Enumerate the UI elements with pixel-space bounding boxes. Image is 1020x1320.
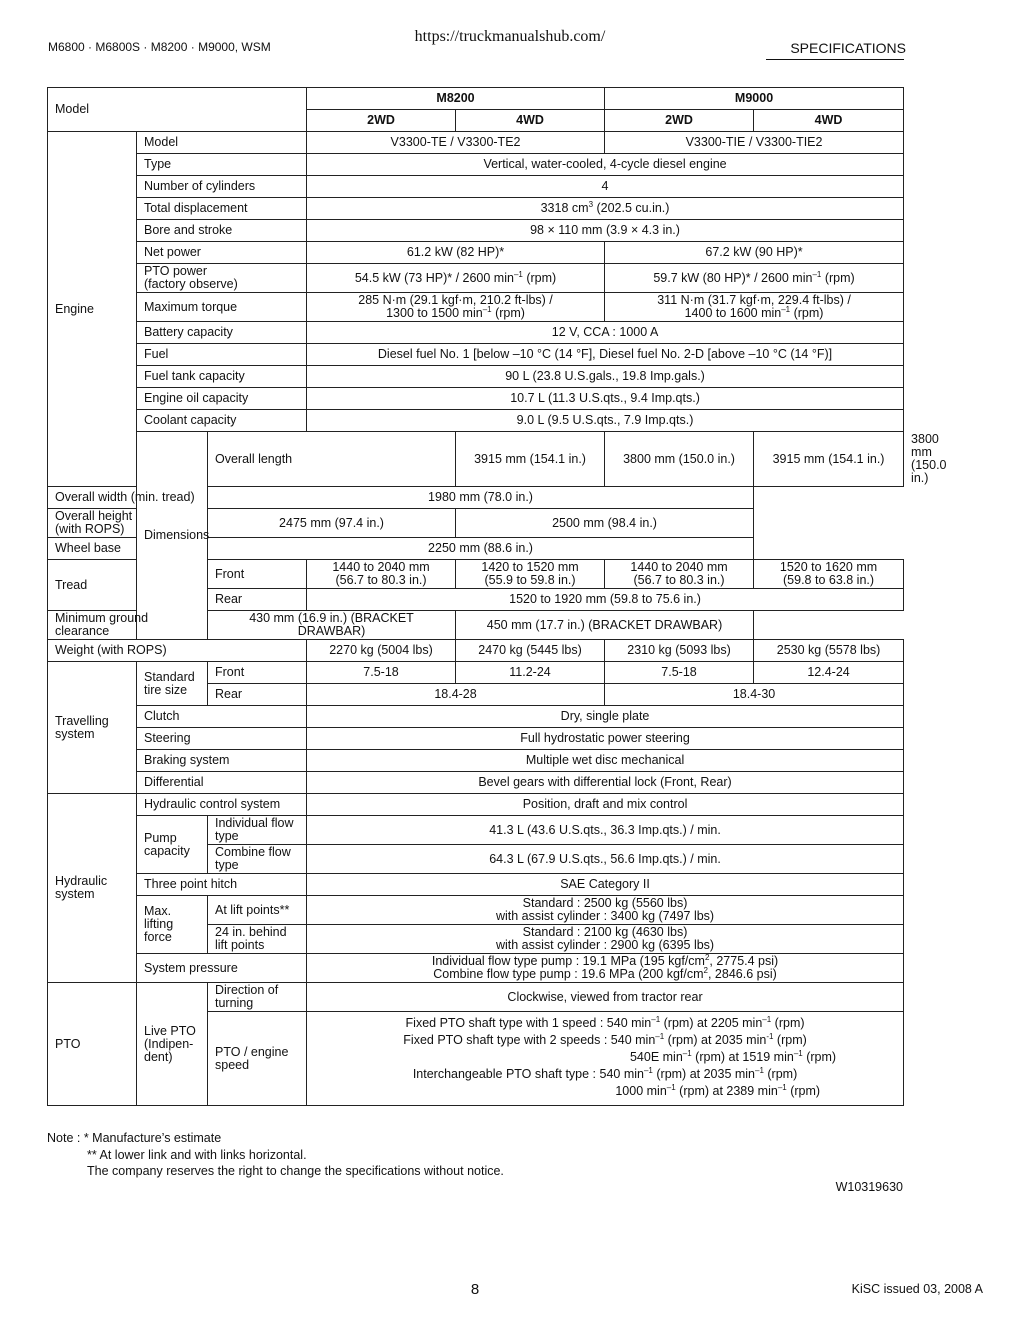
page-number: 8 [470,1281,480,1298]
document-code: W10319630 [835,1180,903,1194]
table-row [48,750,904,772]
source-url[interactable]: https://truckmanualshub.com/ [414,28,606,45]
row-label: Three point hitch [137,874,307,896]
pto-speed-values [307,1012,904,1106]
value-text: (rpm) [771,1016,805,1030]
cell-value: 10.7 L (11.3 U.S.qts., 9.4 Imp.qts.) [307,388,904,410]
table-row [48,728,904,750]
cell-value: 2500 mm (98.4 in.) [456,509,754,538]
cell-value: Dry, single plate [307,706,904,728]
note-line: The company reserves the right to change the specifications without notice. [87,1164,504,1178]
pto-group: PTO [48,983,137,1106]
table-row [48,816,904,845]
table-row [48,388,904,410]
table-row [48,176,904,198]
row-label: Steering [137,728,307,750]
table-row [48,344,904,366]
note-line: ** At lower link and with links horizontal. [87,1147,307,1162]
superscript: –1 [762,1014,772,1024]
m9000-2wd-header: 2WD [605,110,754,132]
superscript: –1 [643,1065,653,1075]
value-text: 1440 to 2040 mm [630,560,728,574]
value-text: 311 N·m (31.7 kgf·m, 229.4 ft-lbs) / [657,293,851,307]
label-line: Travelling [55,713,109,728]
row-label: Wheel base [48,538,208,560]
m8200-header: M8200 [307,88,605,110]
cell-value: 2310 kg (5093 lbs) [605,640,754,662]
table-row [48,132,904,154]
value-text: (rpm) at 2389 min [675,1084,778,1098]
m9000-header: M9000 [605,88,904,110]
value-text: 59.7 kW (80 HP)* / 2600 min [653,270,813,285]
label-line: type [215,858,239,872]
superscript: 2 [704,952,710,962]
row-sublabel [208,1012,307,1106]
superscript: –1 [666,1082,676,1092]
table-row [48,954,904,983]
cell-value: V3300-TE / V3300-TE2 [307,132,605,154]
row-sublabel [208,925,307,954]
value-text: 1400 to 1600 min [684,306,782,320]
cell-value: 7.5-18 [307,662,456,684]
value-text: (rpm) [790,306,824,320]
cell-value [754,560,904,589]
label-line: lift points [215,938,265,952]
table-row [48,220,904,242]
label-line: type [215,829,239,843]
label-line: Max. [144,904,172,918]
table-row [48,662,904,684]
cell-value: 1520 to 1920 mm (59.8 to 75.6 in.) [307,589,904,611]
pto-speed-line [314,1032,896,1049]
hydraulic-group [48,794,137,983]
table-row: Dimensions Overall length 3915 mm (154.1 in.) 3800 mm (150.0 in.) 3915 mm (154.1 in.) 3800 mm (150.0 in.) [48,432,904,487]
label-line: Pump [144,830,177,845]
header-rule [766,59,904,60]
label-line: PTO power [144,264,207,278]
issue-info: KiSC issued 03, 2008 A [851,1282,983,1296]
superscript: 3 [588,199,594,209]
cell-value [605,560,754,589]
table-row [48,198,904,220]
cell-value: 2530 kg (5578 lbs) [754,640,904,662]
row-label [137,816,208,874]
cell-value: 2270 kg (5004 lbs) [307,640,456,662]
value-text: (rpm) [763,1067,798,1081]
row-sublabel: Rear [208,589,307,611]
section-title: SPECIFICATIONS [790,40,906,56]
value-text: Standard : 2500 kg (5560 lbs) [522,896,688,910]
row-label: Fuel tank capacity [137,366,307,388]
m8200-4wd-header: 4WD [456,110,605,132]
row-label [137,896,208,954]
row-label: Overall width (min. tread) [48,487,208,509]
row-sublabel [208,845,307,874]
value-text: (rpm) [522,270,557,285]
superscript: –1 [655,1031,665,1041]
value-text: 540E min [629,1050,683,1064]
cell-value: 2250 mm (88.6 in.) [208,538,754,560]
table-row [48,322,904,344]
row-sublabel: Front [208,662,307,684]
label-line: turning [215,996,254,1010]
table-row [48,487,904,509]
table-row [48,88,904,110]
cell-value [307,560,456,589]
cell-value: 7.5-18 [605,662,754,684]
row-label: Number of cylinders [137,176,307,198]
superscript: –1 [682,1048,692,1058]
label-line: Overall height [55,509,133,523]
row-sublabel [208,983,307,1012]
table-row [48,794,904,816]
row-label: Fuel [137,344,307,366]
table-row [48,640,904,662]
label-line: dent) [144,1049,173,1064]
table-row [48,242,904,264]
label-line: Live PTO [144,1023,196,1038]
row-label: Maximum torque [137,293,307,322]
model-header: Model [48,88,307,132]
cell-value: 90 L (23.8 U.S.gals., 19.8 Imp.gals.) [307,366,904,388]
note-line: Note : * Manufacture’s estimate [47,1131,222,1145]
cell-value [456,560,605,589]
superscript: -1 [766,1031,774,1041]
table-row [48,896,904,925]
value-text: 54.5 kW (73 HP)* / 2600 min [354,270,514,285]
label-line: clearance [55,624,110,638]
cell-value: 3915 mm (154.1 in.) [456,432,605,487]
cell-value: SAE Category II [307,874,904,896]
label-line: Minimum ground [55,611,149,625]
value-text: Standard : 2100 kg (4630 lbs) [522,925,688,939]
table-row [48,874,904,896]
value-text: 1520 to 1620 mm [779,560,878,574]
notes [47,1130,504,1180]
pto-speed-line [314,1049,896,1066]
cell-value [307,925,904,954]
cell-value: 12.4-24 [754,662,904,684]
value-text: (rpm) at 1519 min [691,1050,794,1064]
row-sublabel: At lift points** [208,896,307,925]
cell-value [605,264,904,293]
label-line: (factory observe) [144,277,238,291]
table-row [48,410,904,432]
row-sublabel [208,816,307,845]
value-text: 285 N·m (29.1 kgf·m, 210.2 ft-lbs) / [358,293,553,307]
table-row [48,983,904,1012]
cell-value: 2470 kg (5445 lbs) [456,640,605,662]
superscript: –1 [651,1014,661,1024]
table-row [48,154,904,176]
value-text: Individual flow type pump : 19.1 MPa (195 kgf/cm [431,954,705,968]
label-line: speed [215,1057,250,1072]
label-line: lifting [144,917,174,931]
cell-value [307,293,605,322]
row-label: Net power [137,242,307,264]
value-text: (59.8 to 63.8 in.) [783,573,875,587]
cell-value: 9.0 L (9.5 U.S.qts., 7.9 Imp.qts.) [307,410,904,432]
value-text: (rpm) [773,1033,807,1047]
cell-value [307,954,904,983]
row-label: Model [137,132,307,154]
row-label [137,983,208,1106]
table-row [48,264,904,293]
value-text: Fixed PTO shaft type with 1 speed : 540 min [405,1016,652,1030]
value-text: , 2846.6 psi) [707,967,777,981]
label-line: Individual flow [215,816,294,830]
cell-value: V3300-TIE / V3300-TIE2 [605,132,904,154]
value-text: (56.7 to 80.3 in.) [633,573,725,587]
table-row [48,366,904,388]
value-text: Interchangeable PTO shaft type : 540 min [412,1067,644,1081]
superscript: –1 [812,269,822,279]
pto-speed-line [314,1015,896,1032]
manual-title: M6800 · M6800S · M8200 · M9000, WSM [48,40,271,54]
cell-value: 98 × 110 mm (3.9 × 4.3 in.) [307,220,904,242]
cell-value: 61.2 kW (82 HP)* [307,242,605,264]
weight-label: Weight (with ROPS) [48,640,307,662]
value-text: 1000 min [615,1084,667,1098]
row-label [137,264,307,293]
cell-value: Position, draft and mix control [307,794,904,816]
cell-value [605,293,904,322]
row-label: Overall length [208,432,456,487]
dimensions-group: Dimensions [137,432,208,640]
label-line: Standard [144,669,195,684]
cell-value: 430 mm (16.9 in.) (BRACKET DRAWBAR) [208,611,456,640]
superscript: –1 [777,1082,787,1092]
value-text: with assist cylinder : 2900 kg (6395 lbs) [495,938,715,952]
cell-value: Full hydrostatic power steering [307,728,904,750]
value-text: , 2775.4 psi) [709,954,779,968]
cell-value: 3800 mm (150.0 in.) [605,432,754,487]
cell-value [307,198,904,220]
row-label: Differential [137,772,307,794]
row-label: Tread [48,560,137,611]
cell-value: Diesel fuel No. 1 [below –10 °C (14 °F], Diesel fuel No. 2-D [above –10 °C (14 °F)] [307,344,904,366]
cell-value: 41.3 L (43.6 U.S.qts., 36.3 Imp.qts.) / min. [307,816,904,845]
value-text: 3318 cm [540,201,589,215]
value-text: Combine flow type pump : 19.6 MPa (200 kgf/cm [433,967,704,981]
cell-value: 18.4-30 [605,684,904,706]
superscript: 2 [703,965,708,975]
cell-value [307,264,605,293]
cell-value: 11.2-24 [456,662,605,684]
value-text: (rpm) [786,1084,821,1098]
value-text: (rpm) [491,306,525,320]
value-text: (202.5 cu.in.) [593,201,670,215]
superscript: –1 [755,1065,764,1075]
label-line: force [144,930,172,944]
cell-value [307,896,904,925]
superscript: –1 [513,269,523,279]
table-row [48,772,904,794]
value-text: 1420 to 1520 mm [481,560,579,574]
row-label: Bore and stroke [137,220,307,242]
value-text: (rpm) at 2205 min [660,1016,763,1030]
row-label: Braking system [137,750,307,772]
cell-value: Clockwise, viewed from tractor rear [307,983,904,1012]
m9000-4wd-header: 4WD [754,110,904,132]
value-text: (rpm) [802,1050,837,1064]
label-line: (with ROPS) [55,522,125,536]
row-label: Coolant capacity [137,410,307,432]
engine-group: Engine [48,132,137,487]
label-line: 24 in. behind [215,925,287,939]
label-line: tire size [144,682,188,697]
value-text: with assist cylinder : 3400 kg (7497 lbs) [495,909,715,923]
value-text: (56.7 to 80.3 in.) [335,573,427,587]
value-text: (rpm) at 2035 min [664,1033,767,1047]
superscript: –1 [482,304,492,314]
row-label: Battery capacity [137,322,307,344]
row-label: Total displacement [137,198,307,220]
label-line: Combine flow [215,845,291,859]
value-text: Fixed PTO shaft type with 2 speeds : 540 min [403,1033,656,1047]
cell-value: 2475 mm (97.4 in.) [208,509,456,538]
cell-value: Bevel gears with differential lock (Front, Rear) [307,772,904,794]
row-label: Clutch [137,706,307,728]
label-line: (Indipen- [144,1036,194,1051]
pto-speed-line [314,1083,896,1100]
value-text: 1300 to 1500 min [386,306,483,320]
value-text: (55.9 to 59.8 in.) [484,573,576,587]
label-line: capacity [144,843,190,858]
cell-value: 4 [307,176,904,198]
table-row [48,611,904,640]
label-line: PTO / engine [215,1044,289,1059]
label-line: Direction of [215,983,279,997]
specifications-table [47,87,947,1106]
value-text: 1440 to 2040 mm [332,560,430,574]
cell-value: 64.3 L (67.9 U.S.qts., 56.6 Imp.qts.) / min. [307,845,904,874]
label-line: system [55,726,95,741]
superscript: –1 [793,1048,803,1058]
cell-value: 450 mm (17.7 in.) (BRACKET DRAWBAR) [456,611,754,640]
value-text: (rpm) [821,270,855,285]
row-label: Type [137,154,307,176]
cell-value: 3915 mm (154.1 in.) [754,432,904,487]
row-sublabel: Rear [208,684,307,706]
row-label: Hydraulic control system [137,794,307,816]
superscript: –1 [781,304,791,314]
row-label: Engine oil capacity [137,388,307,410]
row-sublabel: Front [208,560,307,589]
travelling-group [48,662,137,794]
cell-value: 18.4-28 [307,684,605,706]
cell-value: Vertical, water-cooled, 4-cycle diesel engine [307,154,904,176]
cell-value: Multiple wet disc mechanical [307,750,904,772]
row-label [48,611,208,640]
table-row [48,706,904,728]
row-label: System pressure [137,954,307,983]
label-line: system [55,887,95,901]
cell-value: 12 V, CCA : 1000 A [307,322,904,344]
label-line: Hydraulic [55,874,108,888]
row-label [137,662,208,706]
pto-speed-line [314,1066,896,1083]
table-row [48,293,904,322]
cell-value: 1980 mm (78.0 in.) [208,487,754,509]
value-text: (rpm) at 2035 min [652,1067,756,1081]
m8200-2wd-header: 2WD [307,110,456,132]
cell-value: 67.2 kW (90 HP)* [605,242,904,264]
